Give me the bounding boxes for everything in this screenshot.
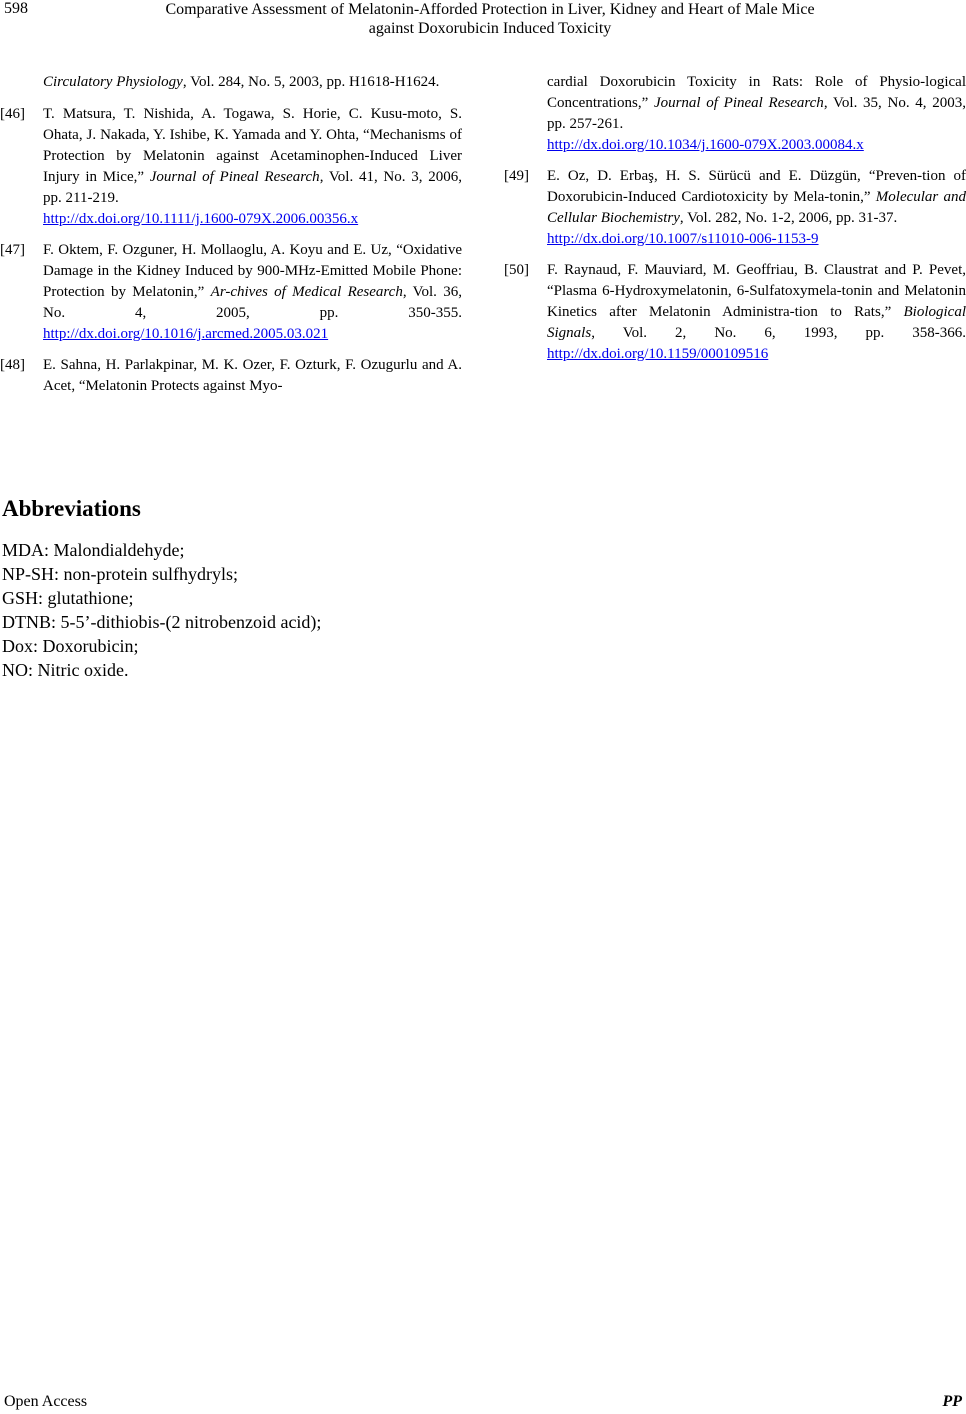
reference-number: [48] bbox=[0, 357, 25, 373]
reference-journal: Journal of Pineal Research bbox=[653, 95, 824, 111]
abbreviation-item: DTNB: 5-5’-dithiobis-(2 nitrobenzoid acid); bbox=[2, 612, 322, 632]
reference-number: [47] bbox=[0, 242, 25, 258]
running-title-line-2: against Doxorubicin Induced Toxicity bbox=[368, 20, 612, 37]
reference-authors-title: F. Oktem, F. Ozguner, H. Mollaoglu, A. Koyu and E. Uz, “Oxidative Damage in the Kidney Induced by 900-MHz-Emitted Mobile Phone: Protection by Melatonin,” bbox=[43, 242, 462, 300]
reference-details: , Vol. 284, No. 5, 2003, pp. H1618-H1624. bbox=[182, 74, 440, 90]
reference-authors-title: F. Raynaud, F. Mauviard, M. Geoffriau, B. Claustrat and P. Pevet, “Plasma 6-Hydroxymelatonin, 6-Sulfatoxymela-tonin and Melatonin Kinetics after Melatonin Administra-tion to Rats,” bbox=[547, 262, 966, 320]
reference-number: [46] bbox=[0, 106, 25, 122]
reference-details: , Vol. 36, No. 4, 2005, pp. 350-355. bbox=[43, 284, 462, 321]
abbreviation-item: MDA: Malondialdehyde; bbox=[2, 540, 185, 560]
reference-title: cardial Doxorubicin Toxicity in Rats: Role of Physio-logical Concentrations,” bbox=[547, 74, 966, 111]
abbreviations-heading: Abbreviations bbox=[2, 496, 141, 521]
reference-50 bbox=[504, 260, 966, 365]
reference-number: [50] bbox=[504, 262, 529, 278]
reference-journal: Journal of Pineal Research bbox=[149, 169, 320, 185]
reference-46 bbox=[0, 104, 462, 230]
reference-authors-title: E. Sahna, H. Parlakpinar, M. K. Ozer, F. Ozturk, F. Ozugurlu and A. Acet, “Melatonin Protects against Myo- bbox=[43, 357, 462, 394]
reference-48-continuation bbox=[504, 72, 966, 156]
reference-journal: Molecular and Cellular Biochemistry bbox=[547, 189, 966, 226]
reference-45-continuation bbox=[0, 72, 462, 93]
running-title-line-1: Comparative Assessment of Melatonin-Afforded Protection in Liver, Kidney and Heart of Male Mice bbox=[165, 1, 815, 18]
reference-details: , Vol. 35, No. 4, 2003, pp. 257-261. bbox=[547, 95, 966, 132]
reference-doi-link[interactable]: http://dx.doi.org/10.1016/j.arcmed.2005.03.021 bbox=[43, 326, 329, 342]
reference-doi-link[interactable]: http://dx.doi.org/10.1159/000109516 bbox=[547, 346, 769, 362]
reference-journal: Biological Signals bbox=[547, 304, 966, 341]
reference-49 bbox=[504, 166, 966, 250]
references-right-column bbox=[504, 72, 966, 375]
reference-doi-link[interactable]: http://dx.doi.org/10.1111/j.1600-079X.2006.00356.x bbox=[43, 211, 359, 227]
reference-doi-link[interactable]: http://dx.doi.org/10.1034/j.1600-079X.2003.00084.x bbox=[547, 137, 864, 153]
footer-journal-abbrev: PP bbox=[942, 1393, 962, 1410]
reference-authors-title: E. Oz, D. Erbaş, H. S. Sürücü and E. Düzgün, “Preven-tion of Doxorubicin-Induced Cardiotoxicity by Mela-tonin,” bbox=[547, 168, 966, 205]
reference-47 bbox=[0, 240, 462, 345]
running-title bbox=[90, 0, 890, 38]
reference-details: , Vol. 282, No. 1-2, 2006, pp. 31-37. bbox=[679, 210, 898, 226]
abbreviation-item: GSH: glutathione; bbox=[2, 588, 134, 608]
reference-journal: Ar-chives of Medical Research bbox=[210, 284, 403, 300]
abbreviation-item: Dox: Doxorubicin; bbox=[2, 636, 139, 656]
reference-details: , Vol. 41, No. 3, 2006, pp. 211-219. bbox=[43, 169, 462, 206]
reference-details: , Vol. 2, No. 6, 1993, pp. 358-366. bbox=[591, 325, 966, 341]
reference-doi-link[interactable]: http://dx.doi.org/10.1007/s11010-006-1153-9 bbox=[547, 231, 819, 247]
reference-authors-title: T. Matsura, T. Nishida, A. Togawa, S. Horie, C. Kusu-moto, S. Ohata, J. Nakada, Y. Ishibe, K. Yamada and Y. Ohta, “Mechanisms of Protection by Melatonin against Acetaminophen-Induced Liver Injury in Mice,” bbox=[43, 106, 462, 185]
reference-48 bbox=[0, 355, 462, 397]
footer-open-access: Open Access bbox=[4, 1393, 88, 1410]
reference-journal: Circulatory Physiology bbox=[43, 74, 183, 90]
abbreviation-item: NO: Nitric oxide. bbox=[2, 660, 129, 680]
abbreviations-list bbox=[2, 538, 321, 682]
abbreviation-item: NP-SH: non-protein sulfhydryls; bbox=[2, 564, 238, 584]
references-left-column bbox=[0, 72, 462, 407]
reference-number: [49] bbox=[504, 168, 529, 184]
page-number: 598 bbox=[4, 0, 28, 17]
